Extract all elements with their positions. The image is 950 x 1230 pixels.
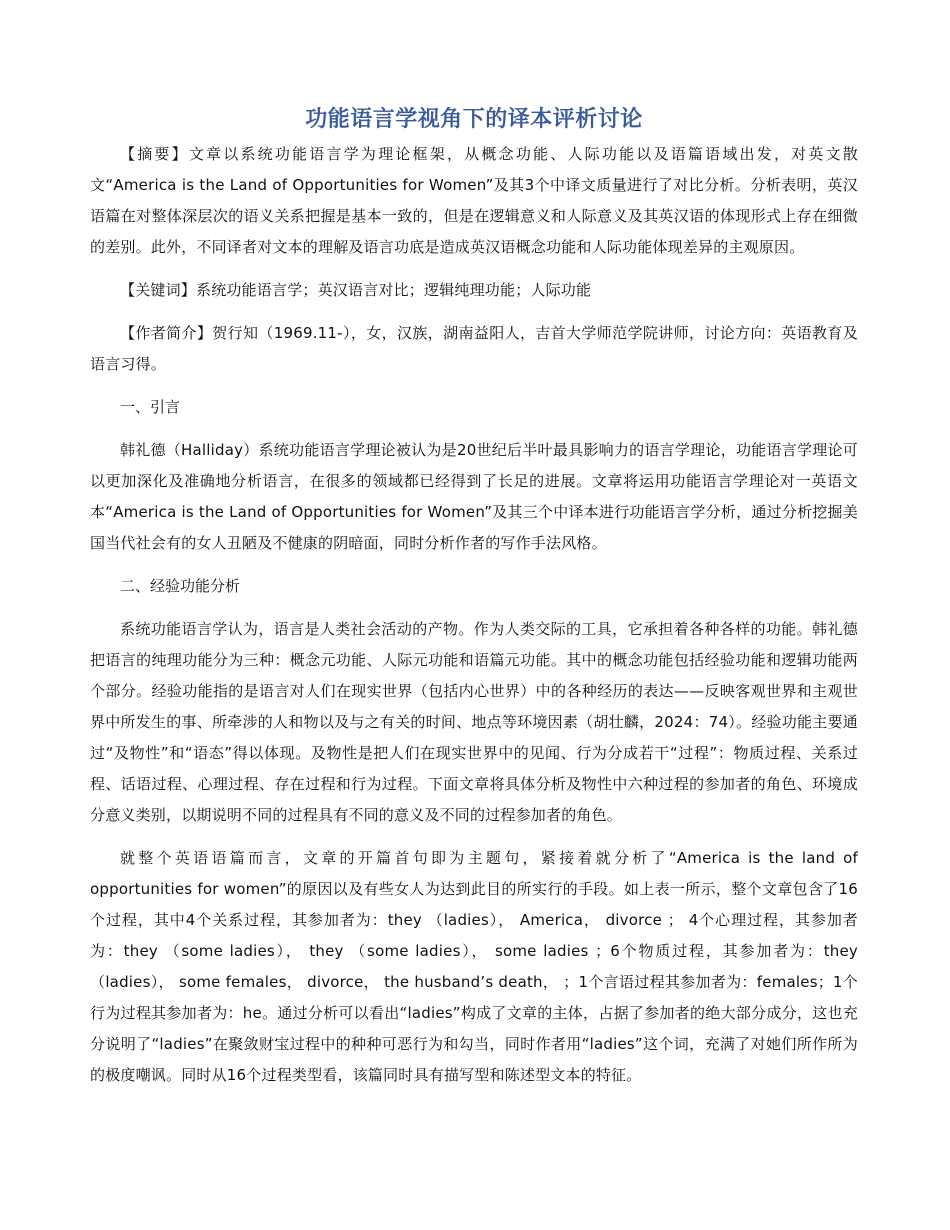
- spacer: [90, 831, 858, 843]
- author-intro-paragraph: 【作者简介】贺行知（1969.11-），女，汉族，湖南益阳人，吉首大学师范学院讲师，讨论方向：英语教育及语言习得。: [90, 324, 858, 373]
- experiential-paragraph-1: 系统功能语言学认为，语言是人类社会活动的产物。作为人类交际的工具，它承担着各种各样的功能。韩礼德把语言的纯理功能分为三种：概念元功能、人际元功能和语篇元功能。其中的概念功能包括经验功能和逻辑功能两个部分。经验功能指的是语言对人们在现实世界（包括内心世界）中的各种经历的表达——反映客观世界和主观世界中所发生的事、所牵涉的人和物以及与之有关的时间、地点等环境因素（胡壮麟，2024：74）。经验功能主要通过“及物性”和“语态”得以体现。及物性是把人们在现实世界中的见闻、行为分成若干“过程”：物质过程、关系过程、话语过程、心理过程、存在过程和行为过程。下面文章将具体分析及物性中六种过程的参加者的角色、环境成分意义类别，以期说明不同的过程具有不同的意义及不同的过程参加者的角色。: [90, 620, 858, 824]
- section-heading-experiential-function: 二、经验功能分析: [120, 577, 241, 595]
- spacer: [90, 380, 858, 392]
- paper-page: [90, 103, 858, 1091]
- paper-title: 功能语言学视角下的译本评析讨论: [305, 107, 643, 132]
- experiential-paragraph-2: 就整个英语语篇而言，文章的开篇首句即为主题句，紧接着就分析了“America is the land of opportunities for women”的原因以及有些女人为达到此目的所实行的手段。如上表一所示，整个文章包含了16个过程，其中4个关系过程，其参加者为：they （ladies）， America， divorce ； 4个心理过程，其参加者为：they （some ladies）， they （some ladies）， some ladies ；6个物质过程，其参加者为：they （ladies）， some females， divorce， the husband’s death， ；1个言语过程其参加者为：females；1个行为过程其参加者为：he。通过分析可以看出“ladies”构成了文章的主体，占据了参加者的绝大部分成分，这也充分说明了“ladies”在聚敛财宝过程中的种种可恶行为和勾当，同时作者用“ladies”这个词，充满了对她们所作所为的极度嘲讽。同时从16个过程类型看，该篇同时具有描写型和陈述型文本的特征。: [90, 849, 858, 1084]
- introduction-paragraph: 韩礼德（Halliday）系统功能语言学理论被认为是20世纪后半叶最具影响力的语言学理论，功能语言学理论可以更加深化及准确地分析语言，在很多的领域都已经得到了长足的进展。文章将运用功能语言学理论对一英语文本“America is the Land of Opportunities for Women”及其三个中译本进行功能语言学分析，通过分析挖掘美国当代社会有的女人丑陋及不健康的阴暗面，同时分析作者的写作手法风格。: [90, 441, 858, 552]
- spacer: [90, 423, 858, 435]
- spacer: [90, 306, 858, 318]
- spacer: [90, 602, 858, 614]
- spacer: [90, 559, 858, 571]
- keywords-paragraph: 【关键词】系统功能语言学；英汉语言对比；逻辑纯理功能；人际功能: [120, 281, 592, 299]
- section-heading-introduction: 一、引言: [120, 398, 181, 416]
- spacer: [90, 263, 858, 275]
- abstract-paragraph: 【摘要】文章以系统功能语言学为理论框架，从概念功能、人际功能以及语篇语域出发，对英文散文“America is the Land of Opportunities for Women”及其3个中译文质量进行了对比分析。分析表明，英汉语篇在对整体深层次的语义关系把握是基本一致的，但是在逻辑意义和人际意义及其英汉语的体现形式上存在细微的差别。此外，不同译者对文本的理解及语言功底是造成英汉语概念功能和人际功能体现差异的主观原因。: [90, 145, 858, 256]
